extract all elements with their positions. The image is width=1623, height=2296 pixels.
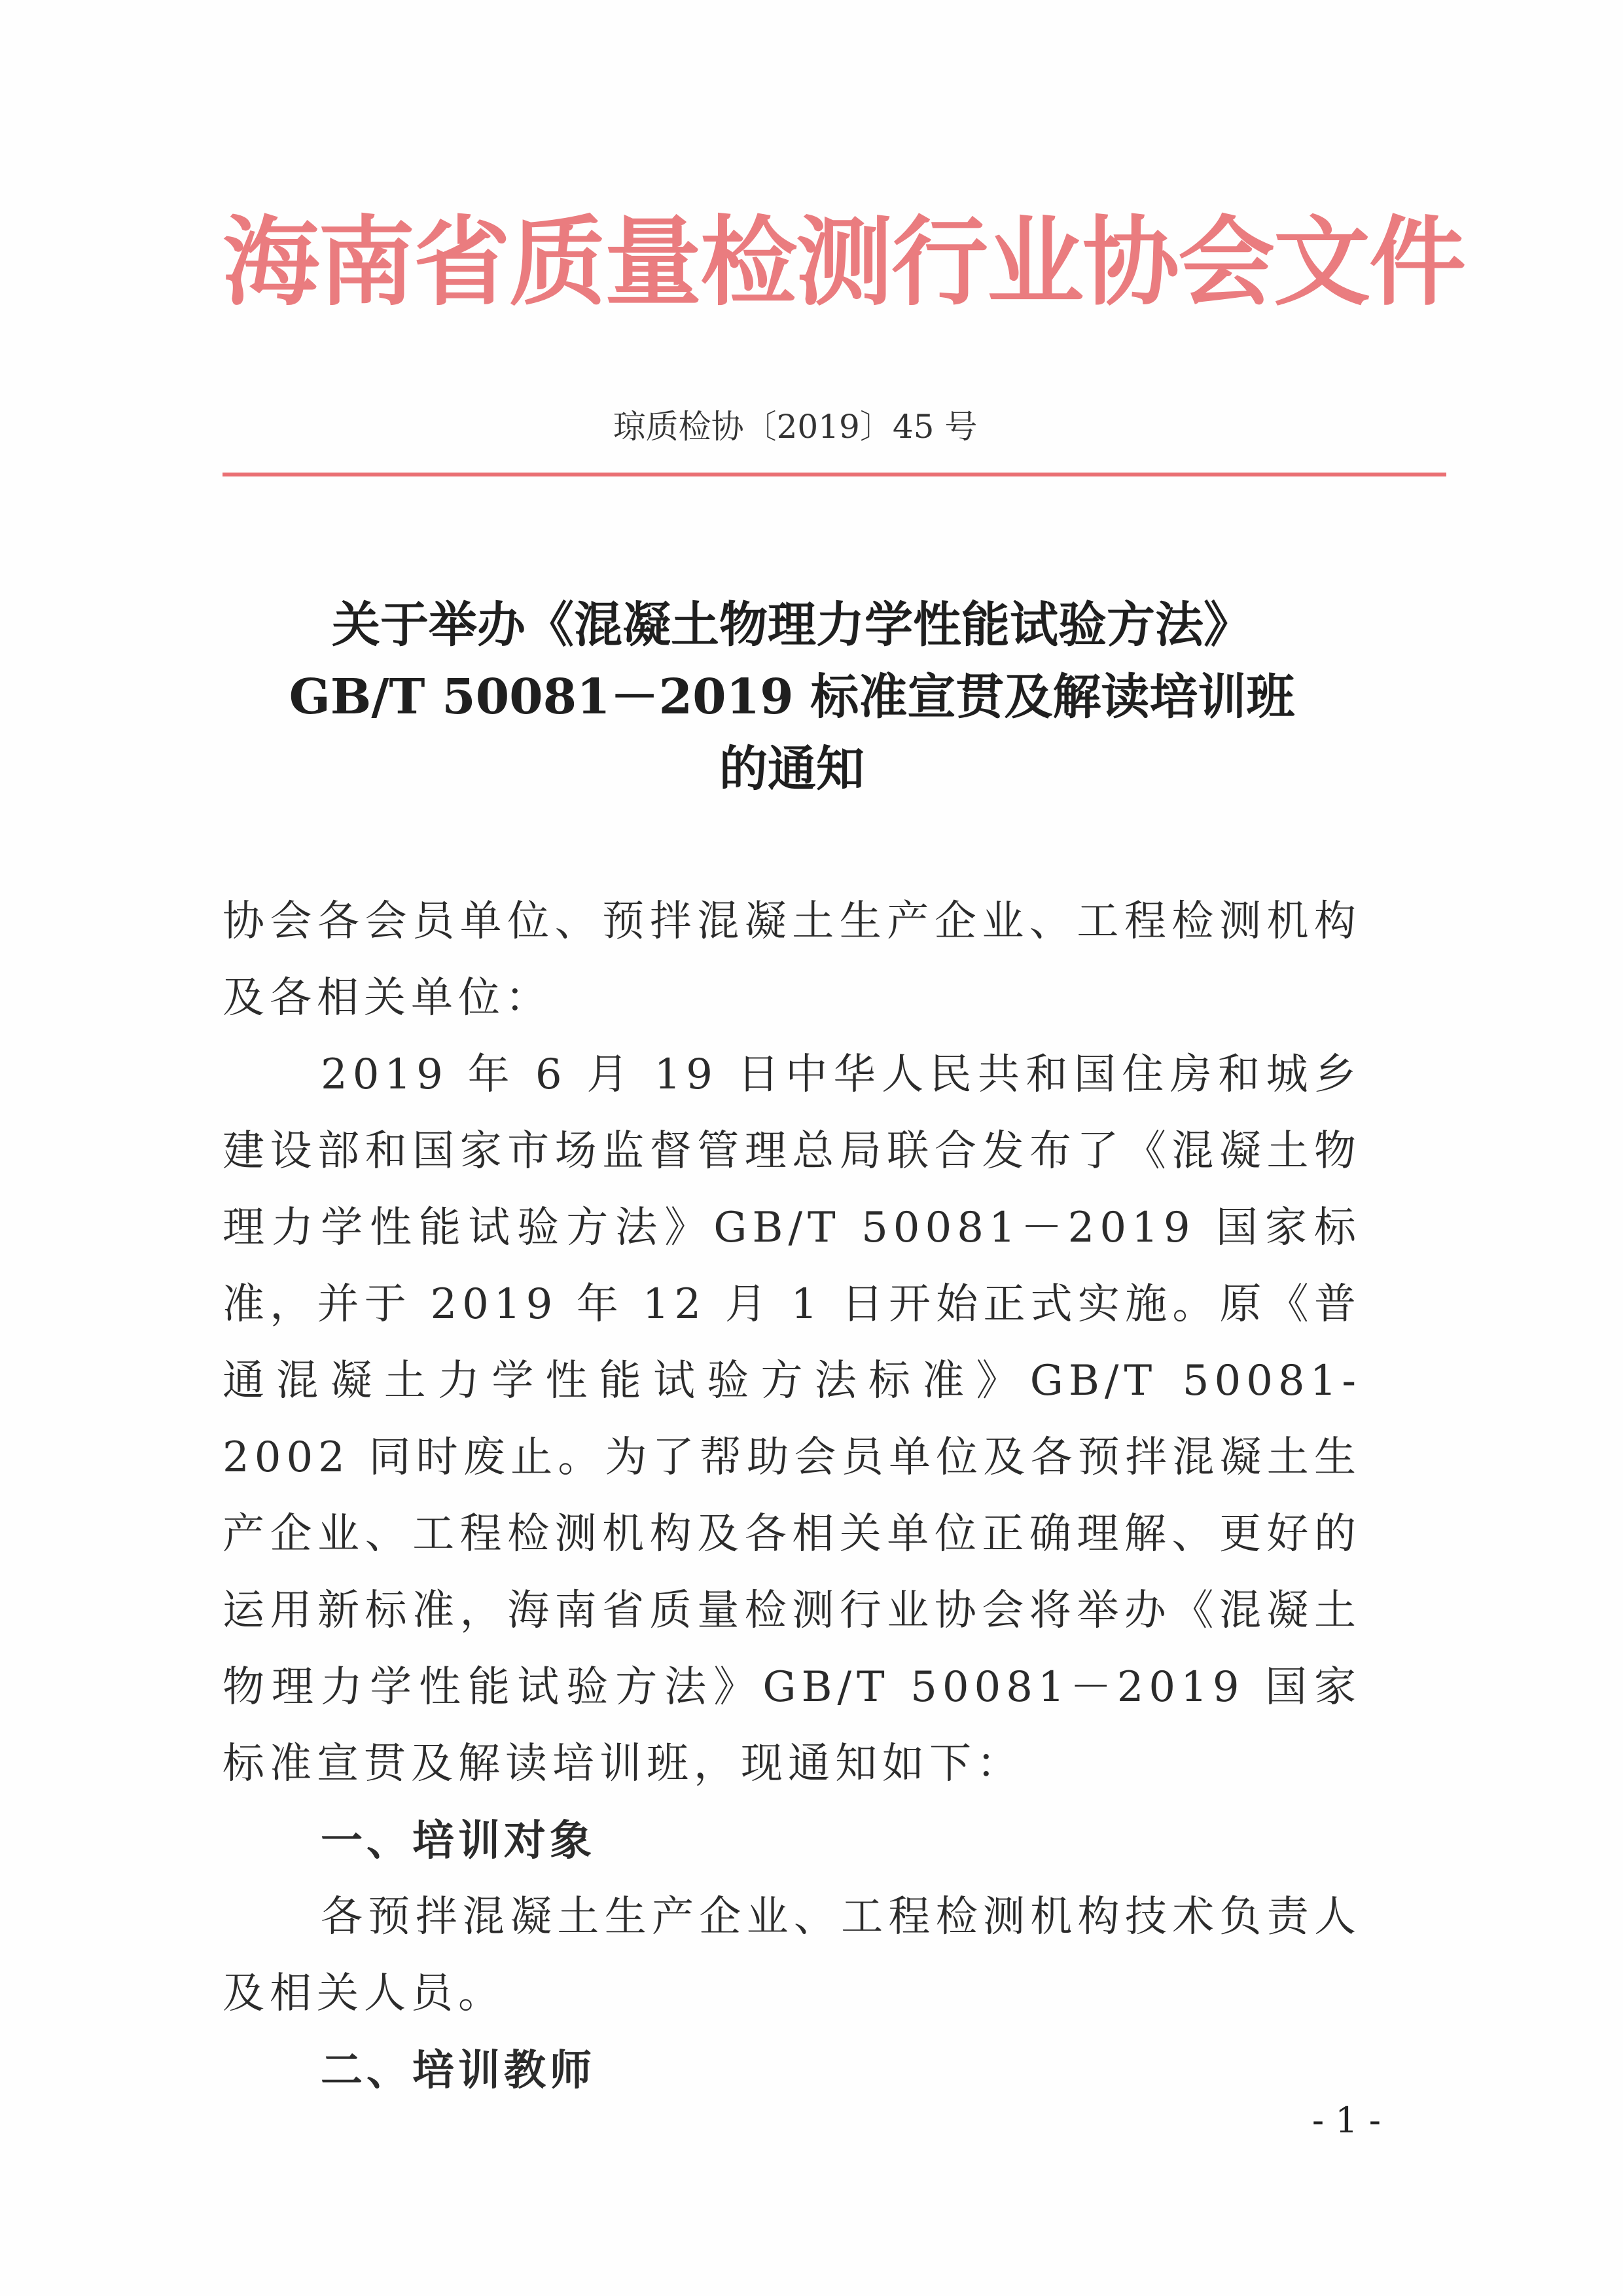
section-text-training-targets: 各预拌混凝土生产企业、工程检测机构技术负责人及相关人员。 [223, 1893, 1361, 2018]
notice-body [223, 884, 1361, 2109]
document-number: 琼质检协〔2019〕45 号 [613, 408, 978, 446]
intro-paragraph: 2019 年 6 月 19 日中华人民共和国住房和城乡建设部和国家市场监督管理总局联合发布了《混凝土物理力学性能试验方法》GB/T 50081－2019 国家标准，并于 2019 年 12 月 1 日开始正式实施。原《普通混凝土力学性能试验方法标准》GB/T 50081-2002 同时废止。为了帮助会员单位及各预拌混凝土生产企业、工程检测机构及各相关单位正确理解、更好的运用新标准，海南省质量检测行业协会将举办《混凝土物理力学性能试验方法》GB/T 50081－2019 国家标准宣贯及解读培训班，现通知如下： [223, 1050, 1361, 1788]
notice-title-line-1: 关于举办《混凝土物理力学性能试验方法》 [332, 597, 1252, 653]
salutation: 协会各会员单位、预拌混凝土生产企业、工程检测机构及各相关单位： [223, 897, 1361, 1022]
issuer-title: 海南省质量检测行业协会文件 [223, 205, 1465, 319]
notice-title-line-2: GB/T 50081－2019 标准宣贯及解读培训班 [289, 669, 1295, 725]
section-heading-training-teachers: 二、培训教师 [321, 2046, 596, 2095]
red-divider-line [223, 473, 1446, 476]
page-number: - 1 - [1311, 2100, 1381, 2141]
section-heading-training-targets: 一、培训对象 [321, 1816, 596, 1865]
notice-title [216, 589, 1368, 805]
notice-title-line-3: 的通知 [719, 741, 865, 797]
